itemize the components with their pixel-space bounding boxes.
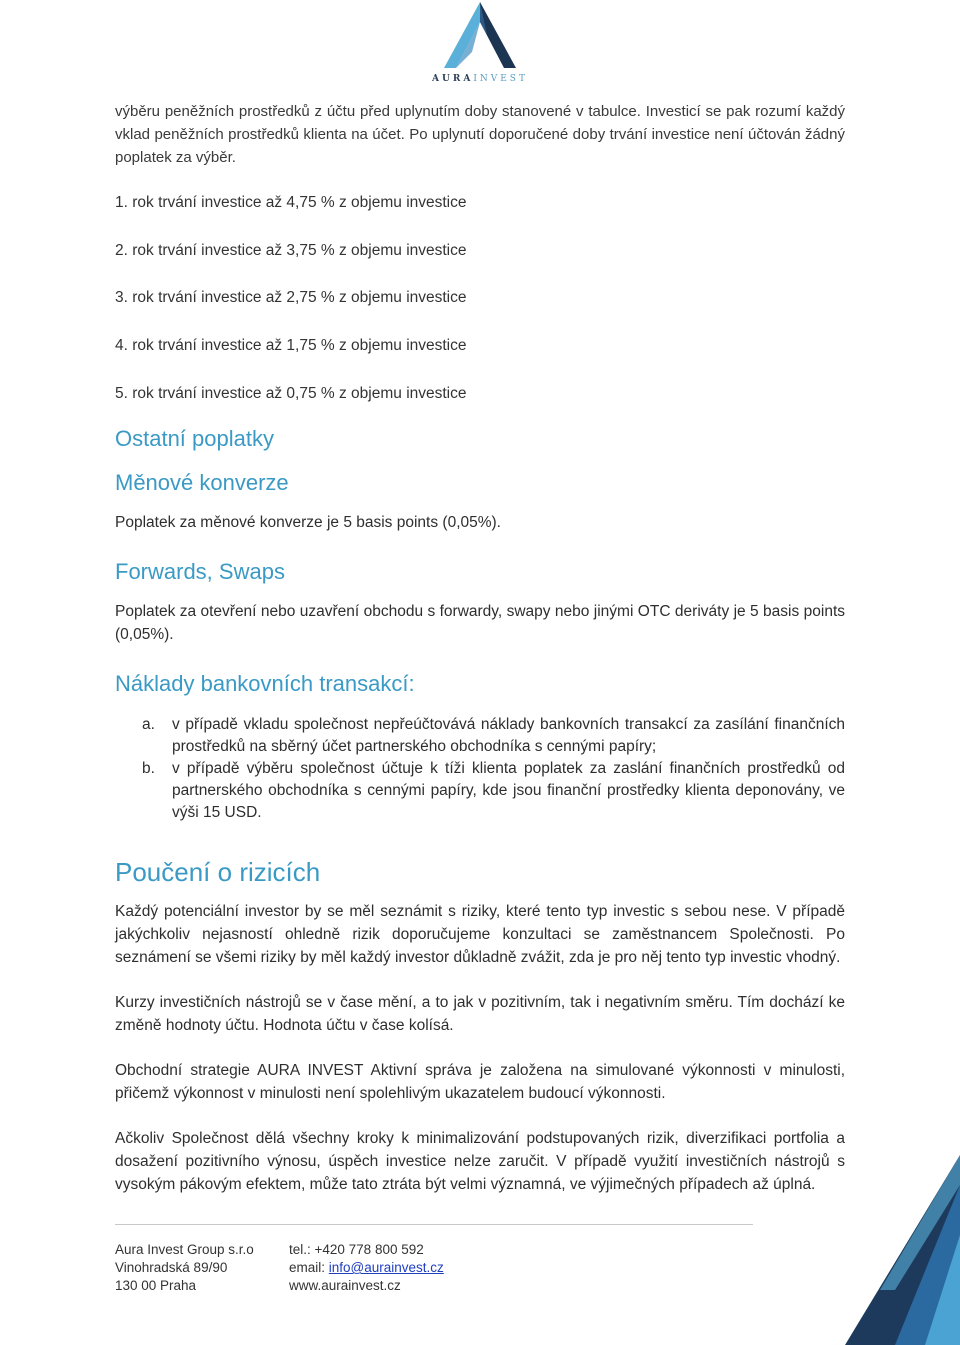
list-marker: a. — [142, 716, 155, 734]
rate-item: 1. rok trvání investice až 4,75 % z objemu investice — [115, 194, 467, 211]
document-body — [115, 100, 845, 1196]
list-item-text: v případě výběru společnost účtuje k tíži klienta poplatek za zaslání finančních prostředků od partnerského obchodníka s cennými papíry, kde jsou finanční prostředky klienta deponovány, ve výši 15 USD. — [172, 760, 845, 822]
risk-paragraph: Obchodní strategie AURA INVEST Aktivní správa je založena na simulované výkonnosti v minulosti, přičemž výkonnost v minulosti není spolehlivým ukazatelem budoucí výkonnosti. — [115, 1062, 845, 1103]
intro-paragraph: výběru peněžních prostředků z účtu před uplynutím doby stanovené v tabulce. Investicí se pak rozumí každý vklad peněžních prostředků klienta na účet. Po uplynutí doporučené doby trvání investice není účtován žádný poplatek za výběr. — [115, 103, 845, 166]
aura-triangle-logo-icon — [442, 0, 518, 70]
risk-paragraph: Ačkoliv Společnost dělá všechny kroky k minimalizování podstupovaných rizik, diverzifikaci portfolia a dosažení pozitivního výnosu, úspěch investice nelze zaručit. V případě využití investičních nástrojů s vysokým pákovým efektem, může tato ztráta být velmi významná, ve výjimečných případech až úplná. — [115, 1130, 845, 1194]
logo-wordmark: AURAINVEST — [432, 74, 528, 84]
street-address: Vinohradská 89/90 — [115, 1260, 228, 1275]
corner-decoration-icon — [785, 1145, 960, 1345]
footer-divider — [115, 1224, 753, 1225]
risk-paragraph: Kurzy investičních nástrojů se v čase mění, a to jak v pozitivním, tak i negativním směru. Tím dochází ke změně hodnoty účtu. Hodnota účtu v čase kolísá. — [115, 994, 845, 1035]
rate-item: 4. rok trvání investice až 1,75 % z objemu investice — [115, 337, 467, 355]
footer-address — [115, 1241, 254, 1295]
rate-item: 5. rok trvání investice až 0,75 % z objemu investice — [115, 384, 467, 402]
email-link[interactable]: info@aurainvest.cz — [328, 1260, 444, 1275]
rate-item: 2. rok trvání investice až 3,75 % z objemu investice — [115, 241, 467, 259]
risk-heading: Poučení o rizicích — [115, 857, 321, 888]
list-item-text: v případě vkladu společnost nepřeúčtovává náklady bankovních transakcí za zasílání finančních prostředků na sběrný účet partnerského obchodníka s cennými papíry; — [172, 716, 845, 756]
list-item — [115, 714, 845, 758]
company-logo — [418, 0, 542, 92]
list-item — [115, 758, 845, 824]
other-fees-heading: Ostatní poplatky — [115, 426, 274, 452]
email-row — [289, 1259, 444, 1277]
rate-item: 3. rok trvání investice až 2,75 % z objemu investice — [115, 289, 467, 307]
rate-list — [115, 179, 845, 417]
bank-costs-heading: Náklady bankovních transakcí: — [115, 671, 415, 697]
currency-conversion-heading: Měnové konverze — [115, 470, 289, 496]
currency-conversion-text: Poplatek za měnové konverze je 5 basis points (0,05%). — [115, 514, 501, 532]
website-url: www.aurainvest.cz — [289, 1278, 401, 1293]
phone-number: tel.: +420 778 800 592 — [289, 1242, 424, 1257]
risk-paragraph: Každý potenciální investor by se měl seznámit s riziky, které tento typ investic s sebou nese. V případě jakýchkoliv nejasností ohledně rizik doporučujeme konzultaci se zaměstnancem Společnosti. Po seznámení se všemi riziky by měl každý investor důkladně zvážit, zda je pro něj tento typ investic vhodný. — [115, 903, 845, 967]
footer-contact — [289, 1241, 444, 1295]
forwards-swaps-heading: Forwards, Swaps — [115, 559, 285, 585]
list-marker: b. — [142, 760, 155, 778]
email-label: email: — [289, 1260, 329, 1275]
city-address: 130 00 Praha — [115, 1278, 197, 1293]
bank-costs-list — [115, 714, 845, 824]
forwards-swaps-text: Poplatek za otevření nebo uzavření obchodu s forwardy, swapy nebo jinými OTC deriváty je 5 basis points (0,05%). — [115, 603, 845, 644]
company-name: Aura Invest Group s.r.o — [115, 1242, 254, 1257]
